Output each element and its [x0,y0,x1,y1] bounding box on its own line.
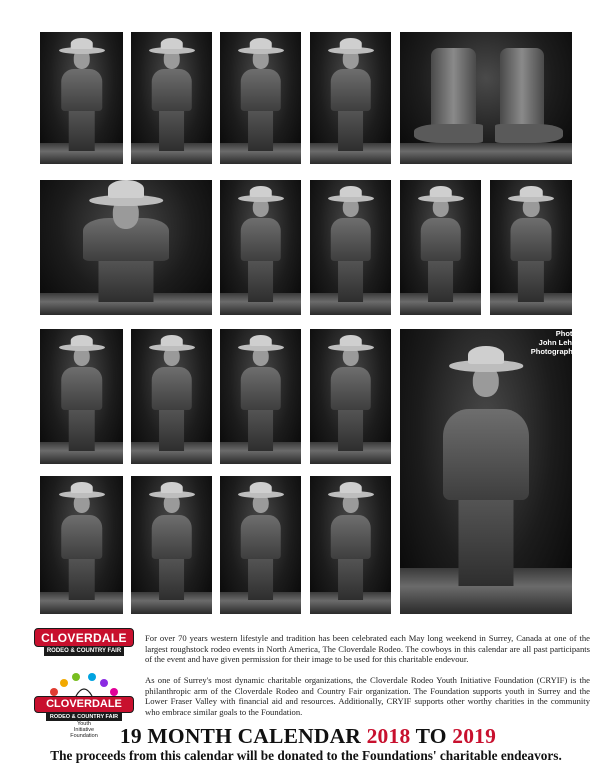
cowboy-photo [310,476,391,614]
logo-wordmark: CLOVERDALE [34,628,134,647]
cowboy-photo [40,180,212,315]
logo-subtitle: RODEO & COUNTRY FAIR [44,647,124,656]
cowboy-photo [310,32,391,164]
cowboy-photo [400,329,572,614]
photo-credit-line3: Photography Inc. [530,347,592,356]
cowboy-photo [220,32,301,164]
cowboy-photo [220,180,301,315]
cowboy-photo [131,329,212,464]
cowboy-photo [490,180,572,315]
cowboy-photo [40,329,123,464]
cloverdale-rodeo-logo [34,628,134,656]
foundation-paragraph: As one of Surrey's most dynamic charitable organizations, the Cloverdale Rodeo Youth Initiative Foundation (CRYIF) is the philanthropic arm of the Cloverdale Rodeo and Country Fair organization. The Foundation supports youth in Surrey and the Lower Fraser Valley with financial aid and resources. Additionally, CRYIF supports other worthy charities in the community who embrace similar goals to the Foundation. [145,675,590,717]
title-part2: TO [410,724,453,748]
logo-tagline [62,721,106,739]
cowboy-photo [220,476,301,614]
cowboy-photo [131,32,212,164]
photo-credit-line2: John Lehmann [538,338,592,347]
intro-paragraph: For over 70 years western lifestyle and tradition has been celebrated each May long weekend in Surrey, Canada at one of the largest roughstock rodeo events in North America, The Cloverdale Rodeo. The cowboys in this calendar are all past participants of the event and have given permission for their image to be used for this charitable endevour. [145,633,590,665]
cowboy-photo [310,180,391,315]
cowboy-photo [220,329,301,464]
photo-credit [520,329,592,356]
cowboy-photo [310,329,391,464]
logo-tag-line2: Initiative [73,727,95,733]
cowboy-photo [400,32,572,164]
calendar-title [118,723,498,749]
title-year-end: 2019 [452,724,497,748]
proceeds-statement: The proceeds from this calendar will be donated to the Foundations' charitable endeavors. [50,748,562,763]
photo-credit-line1: Photos by [555,329,592,338]
youth-foundation-logo [32,672,136,739]
colored-figures-icon [46,672,122,698]
cowboy-photo [40,32,123,164]
cowboy-photo [131,476,212,614]
logo-subtitle: RODEO & COUNTRY FAIR [46,713,122,721]
logo-tag-line1: Youth [77,721,91,727]
cowboy-photo [400,180,481,315]
title-year-start: 2018 [366,724,411,748]
title-part1: 19 MONTH CALENDAR [119,724,367,748]
logo-tag-line3: Foundation [70,733,98,739]
cowboy-photo [40,476,123,614]
logo-wordmark: CLOVERDALE [34,696,134,713]
